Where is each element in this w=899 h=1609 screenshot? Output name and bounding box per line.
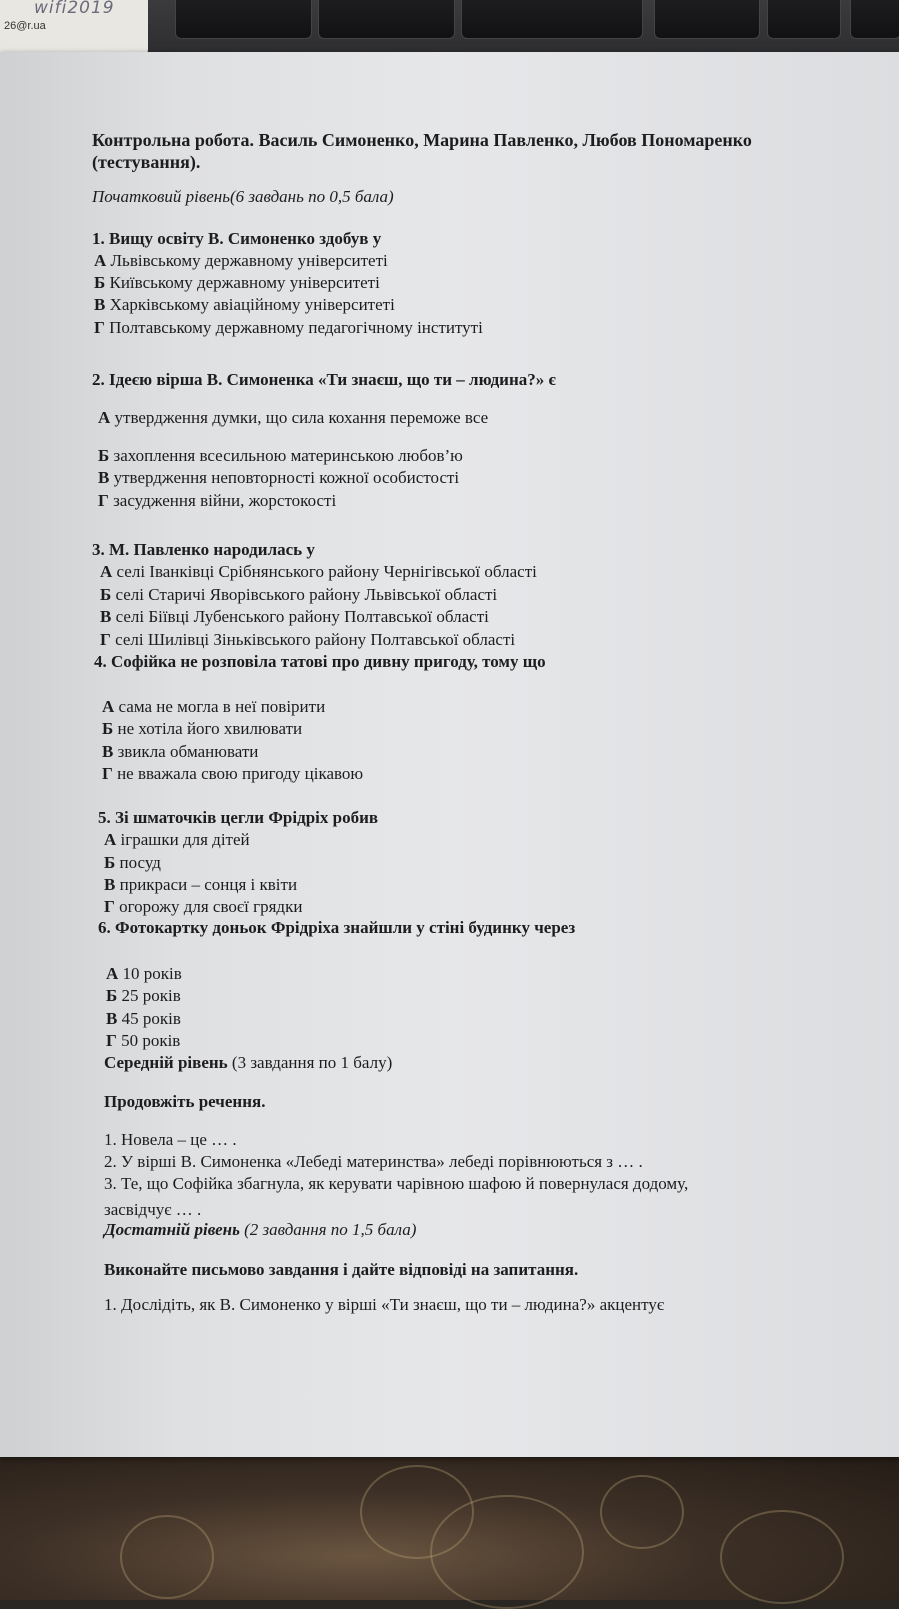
continue-item: 1. Новела – це … .	[104, 1130, 237, 1149]
sticky-note	[0, 0, 148, 54]
continue-sentences-heading: Продовжіть речення.	[104, 1092, 266, 1111]
question-2: 2. Ідеєю вірша В. Симоненка «Ти знаєш, що ти – людина?» є	[92, 370, 556, 389]
answer-option: А сама не могла в неї повірити	[102, 697, 326, 716]
keyboard-key	[175, 0, 312, 39]
note-handwriting: wifi2019	[34, 0, 115, 18]
flower-pattern	[120, 1515, 214, 1599]
keyboard-key	[654, 0, 760, 39]
question-3: 3. М. Павленко народилась у	[92, 540, 315, 559]
question-6: 6. Фотокартку доньок Фрідріха знайшли у стіні будинку через	[98, 918, 576, 937]
answer-option: Б захоплення всесильною материнською любов’ю	[98, 446, 463, 465]
answer-option: А селі Іванківці Срібнянського району Чернігівської області	[100, 562, 537, 581]
answer-option: В звикла обманювати	[102, 742, 259, 761]
answer-option: Б Київському державному університеті	[94, 273, 380, 292]
keyboard-key	[850, 0, 899, 39]
flower-pattern	[720, 1510, 844, 1604]
question-1: 1. Вищу освіту В. Симоненко здобув у	[92, 229, 382, 248]
answer-option: Б не хотіла його хвилювати	[102, 719, 303, 738]
answer-option: А Львівському державному університеті	[94, 251, 388, 270]
answer-option: В утвердження неповторності кожної особистості	[98, 468, 460, 487]
answer-option: В прикраси – сонця і квіти	[104, 875, 298, 894]
level-sufficient-heading: Достатній рівень (2 завдання по 1,5 бала)	[104, 1220, 417, 1239]
flower-pattern	[600, 1475, 684, 1549]
keyboard-key	[461, 0, 643, 39]
answer-option: Г Полтавському державному педагогічному інституті	[94, 318, 483, 337]
level-middle-heading: Середній рівень (3 завдання по 1 балу)	[104, 1053, 393, 1072]
answer-option: Б посуд	[104, 853, 161, 872]
answer-option: В Харківському авіаційному університеті	[94, 295, 395, 314]
answer-option: В селі Біївці Лубенського району Полтавської області	[100, 607, 489, 626]
test-sheet	[0, 52, 899, 1457]
answer-option: Г засудження війни, жорстокості	[98, 491, 337, 510]
tablecloth-background	[0, 1455, 899, 1600]
keyboard-key	[767, 0, 841, 39]
answer-option: В 45 років	[106, 1009, 181, 1028]
note-email: 26@r.ua	[4, 20, 46, 32]
answer-option: Г селі Шилівці Зіньківського району Полтавської області	[100, 630, 516, 649]
written-task-item: 1. Дослідіть, як В. Симоненко у вірші «Ти знаєш, що ти – людина?» акцентує	[104, 1295, 665, 1314]
continue-item: засвідчує … .	[104, 1200, 202, 1219]
answer-option: А 10 років	[106, 964, 182, 983]
flower-pattern	[430, 1495, 584, 1609]
answer-option: А іграшки для дітей	[104, 830, 250, 849]
answer-option: Б 25 років	[106, 986, 181, 1005]
answer-option: А утвердження думки, що сила кохання переможе все	[98, 408, 489, 427]
answer-option: Г не вважала свою пригоду цікавою	[102, 764, 364, 783]
written-task-heading: Виконайте письмово завдання і дайте відповіді на запитання.	[104, 1260, 579, 1279]
page-title-continued: (тестування).	[92, 152, 201, 172]
answer-option: Г огорожу для своєї грядки	[104, 897, 303, 916]
keyboard-key	[318, 0, 455, 39]
page-title: Контрольна робота. Василь Симоненко, Марина Павленко, Любов Пономаренко	[92, 130, 752, 150]
question-4: 4. Софійка не розповіла татові про дивну пригоду, тому що	[94, 652, 546, 671]
question-5: 5. Зі шматочків цегли Фрідріх робив	[98, 808, 379, 827]
continue-item: 3. Те, що Софійка збагнула, як керувати чарівною шафою й повернулася додому,	[104, 1174, 689, 1193]
answer-option: Б селі Старичі Яворівського району Львівської області	[100, 585, 498, 604]
answer-option: Г 50 років	[106, 1031, 181, 1050]
continue-item: 2. У вірші В. Симоненка «Лебеді материнства» лебеді порівнюються з … .	[104, 1152, 643, 1171]
level-initial-heading: Початковий рівень(6 завдань по 0,5 бала)	[92, 187, 394, 206]
